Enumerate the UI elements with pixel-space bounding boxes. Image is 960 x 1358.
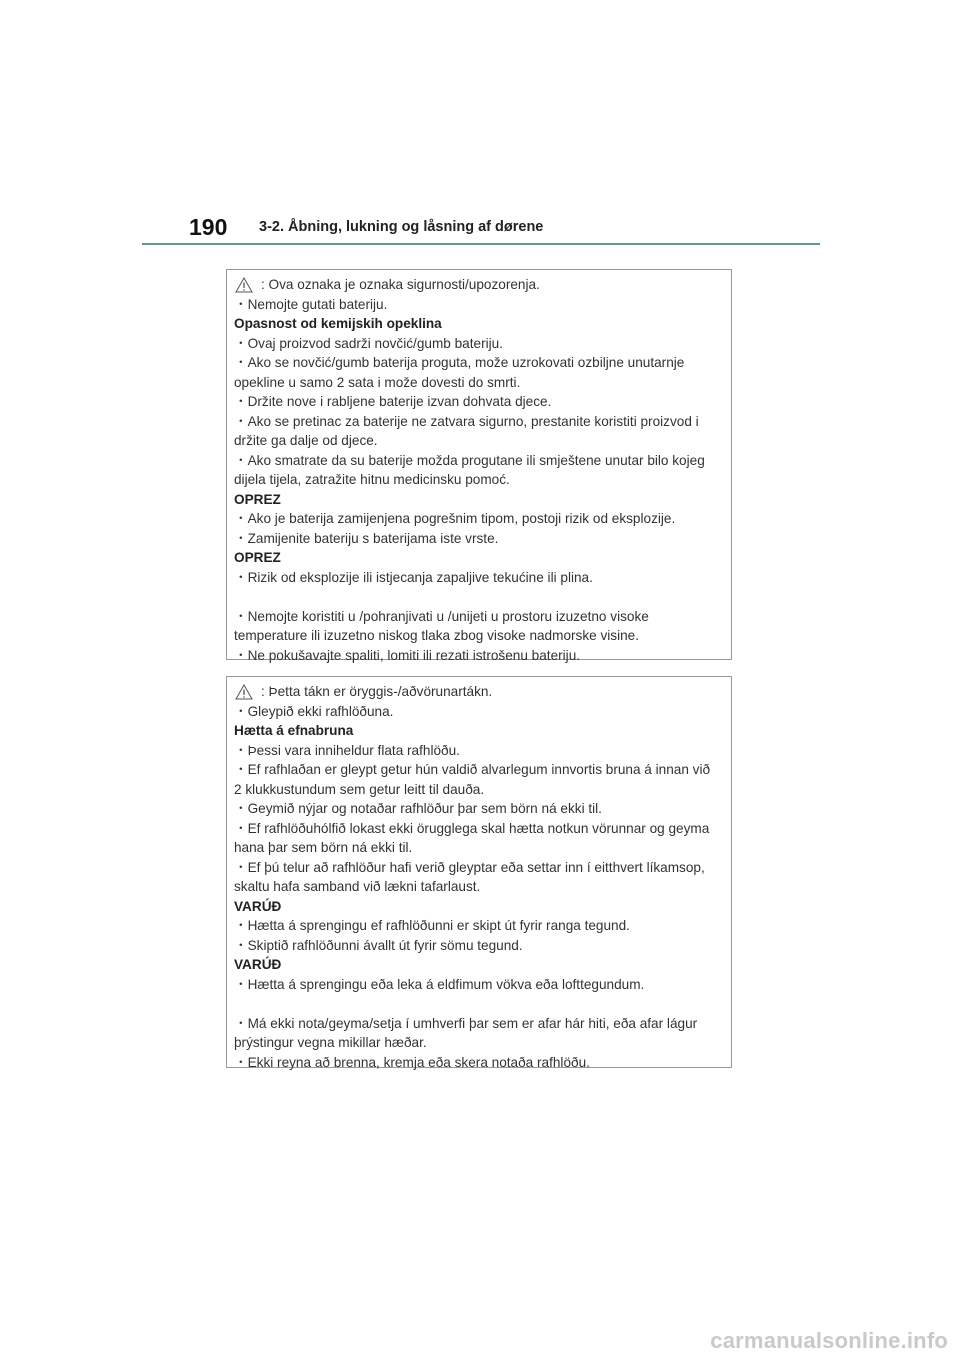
warning-text-line: ・Skiptið rafhlöðunni ávallt út fyrir sömu tegund. — [234, 937, 523, 953]
warning-heading: VARÚÐ — [234, 898, 282, 914]
warning-text-lines — [234, 295, 731, 666]
watermark-logo: carmanualsonline.info — [710, 1328, 948, 1353]
warning-text-line: ・Rizik od eksplozije ili istjecanja zapaljive tekućine ili plina. — [234, 569, 593, 585]
warning-text-line: ・Ef rafhlöðuhólfið lokast ekki örugglega skal hætta notkun vörunnar og geyma — [234, 820, 710, 836]
warning-heading: OPREZ — [234, 491, 281, 507]
warning-text-line: ・Zamijenite bateriju s baterijama iste vrste. — [234, 530, 499, 546]
warning-text-line: ・Þessi vara inniheldur flata rafhlöðu. — [234, 742, 460, 758]
page-number: 190 — [189, 214, 228, 240]
warning-text-line: ・Má ekki nota/geyma/setja í umhverfi þar sem er afar hár hiti, eða afar lágur — [234, 1015, 698, 1031]
header-rule — [142, 243, 820, 245]
warning-heading: OPREZ — [234, 550, 281, 565]
warning-text-line: ・Hætta á sprengingu ef rafhlöðunni er skipt út fyrir ranga tegund. — [234, 918, 630, 933]
warning-text-line: ・Ako se pretinac za baterije ne zatvara sigurno, prestanite koristiti proizvod i — [234, 413, 699, 429]
warning-text-line: ・Ovaj proizvod sadrži novčić/gumb bateriju. — [234, 335, 503, 351]
warning-text-line: skaltu hafa samband við lækni tafarlaust. — [234, 879, 481, 894]
warning-text-line: opekline u samo 2 sata i može dovesti do smrti. — [234, 374, 521, 390]
warning-symbol-line — [234, 275, 731, 295]
warning-symbol-text: : Þetta tákn er öryggis-/aðvörunartákn. — [261, 684, 493, 699]
warning-box-icelandic — [226, 676, 732, 1068]
warning-text-line: dijela tijela, zatražite hitnu medicinsku pomoć. — [234, 472, 510, 487]
warning-text-line: ・Ef rafhlaðan er gleypt getur hún valdið alvarlegum innvortis bruna á innan við — [234, 762, 711, 777]
warning-text-line: ・Ekki reyna að brenna, kremja eða skera notaða rafhlöðu. — [234, 1054, 590, 1070]
warning-text-line: ・Ako se novčić/gumb baterija proguta, može uzrokovati ozbiljne unutarnje — [234, 355, 685, 370]
warning-text-line: þrýstingur vegna mikillar hæðar. — [234, 1035, 427, 1050]
warning-heading: Hætta á efnabruna — [234, 723, 354, 738]
warning-text-line: ・Ako smatrate da su baterije možda progutane ili smještene unutar bilo kojeg — [234, 452, 705, 468]
warning-text-line — [234, 587, 731, 607]
warning-text-lines — [234, 702, 731, 1073]
warning-text-line: ・Držite nove i rabljene baterije izvan dohvata djece. — [234, 394, 552, 409]
warning-text-line: ・Ef þú telur að rafhlöður hafi verið gleyptar eða settar inn í eitthvert líkamsop, — [234, 859, 705, 875]
warning-text-line — [234, 994, 731, 1014]
warning-symbol-line — [234, 682, 731, 702]
warning-text-line: hana þar sem börn ná ekki til. — [234, 840, 413, 855]
warning-heading: Opasnost od kemijskih opeklina — [234, 316, 442, 331]
warning-text-line: ・Gleypið ekki rafhlöðuna. — [234, 703, 394, 719]
warning-symbol-text: : Ova oznaka je oznaka sigurnosti/upozorenja. — [261, 277, 540, 292]
warning-text-line: ・Nemojte gutati bateriju. — [234, 296, 388, 312]
warning-text-line: temperature ili izuzetno niskog tlaka zbog visoke nadmorske visine. — [234, 628, 639, 643]
warning-box-croatian — [226, 269, 732, 663]
warning-text-line: držite ga dalje od djece. — [234, 433, 378, 448]
warning-text-line: ・Ne pokušavajte spaliti, lomiti ili rezati istrošenu bateriju. — [234, 647, 581, 663]
section-title: 3-2. Åbning, lukning og låsning af dørene — [259, 219, 544, 235]
warning-text-line: ・Nemojte koristiti u /pohranjivati u /unijeti u prostoru izuzetno visoke — [234, 608, 649, 624]
warning-text-line: 2 klukkustundum sem getur leitt til dauða. — [234, 781, 485, 797]
warning-text-line: ・Ako je baterija zamijenjena pogrešnim tipom, postoji rizik od eksplozije. — [234, 511, 676, 526]
warning-text-line: ・Geymið nýjar og notaðar rafhlöður þar sem börn ná ekki til. — [234, 801, 602, 816]
warning-triangle-icon — [235, 684, 253, 700]
warning-heading: VARÚÐ — [234, 957, 282, 972]
page-header — [142, 210, 820, 250]
warning-text-line: ・Hætta á sprengingu eða leka á eldfimum vökva eða lofttegundum. — [234, 976, 645, 992]
warning-triangle-icon — [235, 277, 253, 293]
